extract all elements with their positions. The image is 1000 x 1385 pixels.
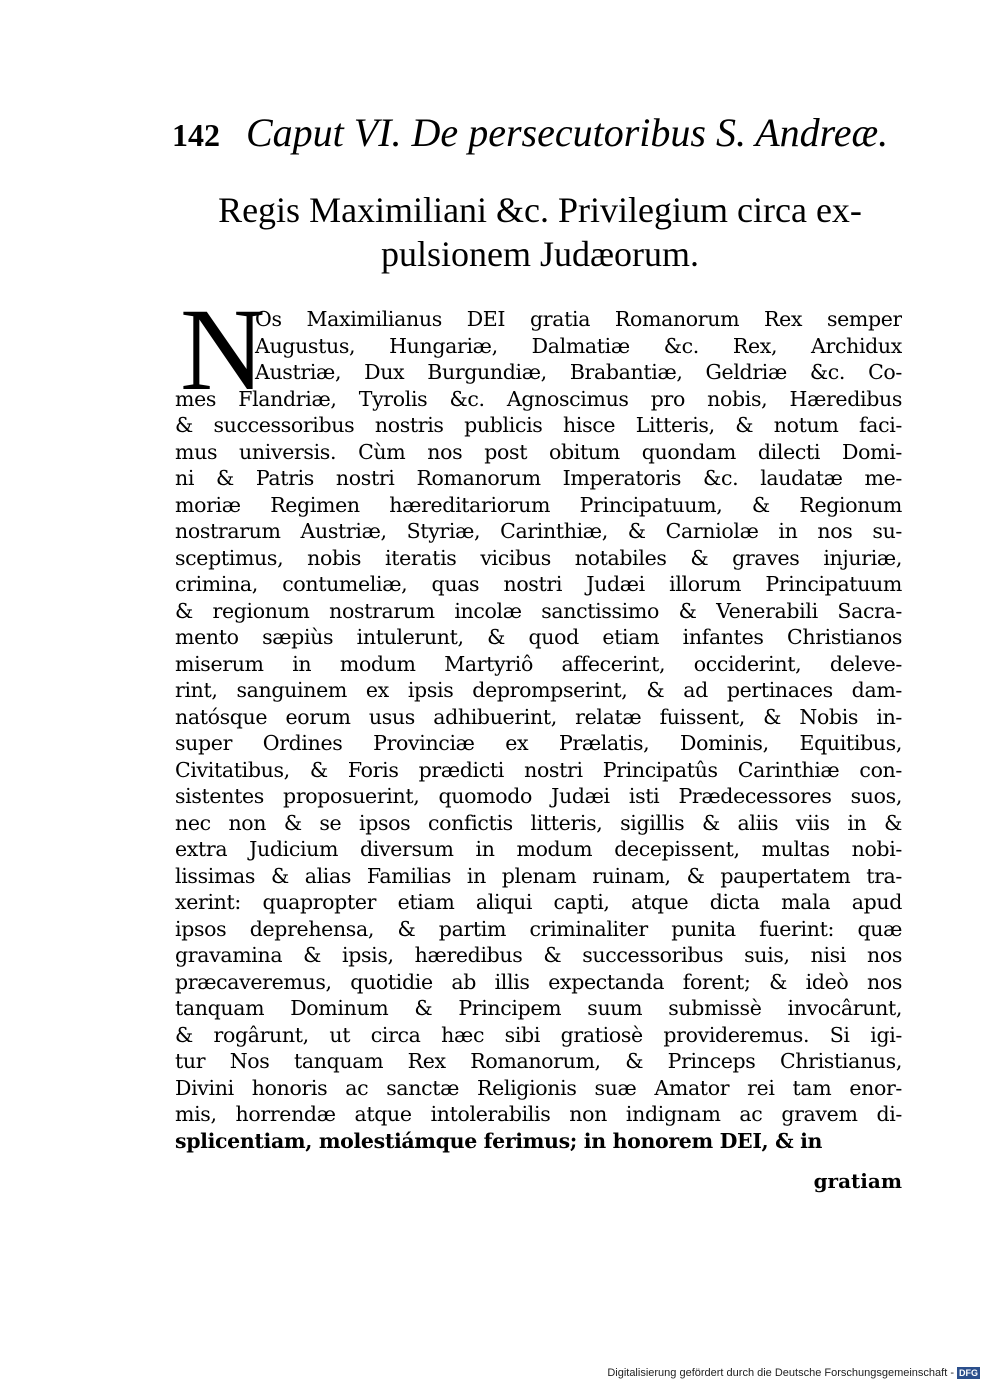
text-line: sistentes proposuerint, quomodo Judæi isti Prædecessores suos, bbox=[175, 784, 902, 808]
body-text bbox=[175, 306, 902, 1154]
text-line: ni & Patris nostri Romanorum Imperatoris &c. laudatæ me- bbox=[175, 466, 902, 490]
catchword: gratiam bbox=[813, 1169, 902, 1193]
text-line: præcaveremus, quotidie ab illis expectanda forent; & ideò nos bbox=[175, 969, 902, 994]
text-line: nostrarum Austriæ, Styriæ, Carinthiæ, & Carniolæ in nos su- bbox=[175, 519, 902, 543]
dfg-logo: DFG bbox=[959, 1368, 978, 1379]
text-line: natósque eorum usus adhibuerint, relatæ fuissent, & Nobis in- bbox=[175, 704, 902, 729]
page-number: 142 bbox=[172, 117, 220, 153]
text-line: extra Judicium diversum in modum decepissent, multas nobi- bbox=[175, 837, 902, 861]
credit-text: Digitalisierung gefördert durch die Deutsche Forschungsgemeinschaft - bbox=[607, 1367, 954, 1379]
section-heading bbox=[180, 188, 900, 276]
text-line: nec non & se ipsos confictis litteris, sigillis & aliis viis in & bbox=[175, 810, 902, 835]
text-line: Os Maximilianus DEI gratia Romanorum Rex semper bbox=[255, 307, 902, 331]
drop-cap-initial: N bbox=[180, 284, 266, 415]
text-line: & rogârunt, ut circa hæc sibi gratiosè provideremus. Si igi- bbox=[175, 1022, 902, 1047]
text-line: rint, sanguinem ex ipsis deprompserint, & ad pertinaces dam- bbox=[175, 678, 902, 702]
text-line: super Ordines Provinciæ ex Prælatis, Dominis, Equitibus, bbox=[175, 731, 902, 755]
text-line: Augustus, Hungariæ, Dalmatiæ &c. Rex, Archidux bbox=[255, 333, 902, 358]
text-line: mento sæpiùs intulerunt, & quod etiam infantes Christianos bbox=[175, 625, 902, 649]
text-line: mes Flandriæ, Tyrolis &c. Agnoscimus pro nobis, Hæredibus bbox=[175, 386, 902, 411]
text-line: splicentiam, molestiámque ferimus; in honorem DEI, & in bbox=[175, 1128, 823, 1153]
text-line: mus universis. Cùm nos post obitum quondam dilecti Domi- bbox=[175, 439, 902, 464]
digitization-credit bbox=[600, 1366, 980, 1380]
text-line: miserum in modum Martyriô affecerint, occiderint, deleve- bbox=[175, 651, 902, 676]
text-line: Divini honoris ac sanctæ Religionis suæ Amator rei tam enor- bbox=[175, 1075, 902, 1100]
running-head bbox=[172, 108, 892, 158]
text-line: Civitatibus, & Foris prædicti nostri Principatûs Carinthiæ con- bbox=[175, 757, 902, 782]
text-line: & successoribus nostris publicis hisce Litteris, & notum faci- bbox=[175, 413, 902, 437]
text-line: tur Nos tanquam Rex Romanorum, & Princeps Christianus, bbox=[175, 1049, 902, 1073]
section-heading-line: Regis Maximiliani &c. Privilegium circa ex- bbox=[218, 190, 862, 230]
text-line: tanquam Dominum & Principem suum submissè invocârunt, bbox=[175, 996, 902, 1020]
text-line: gravamina & ipsis, hæredibus & successoribus suis, nisi nos bbox=[175, 943, 902, 967]
text-line: mis, horrendæ atque intolerabilis non indignam ac gravem di- bbox=[175, 1102, 902, 1126]
text-line: ipsos deprehensa, & partim criminaliter punita fuerint: quæ bbox=[175, 916, 902, 941]
running-head-title: Caput VI. De persecutoribus S. Andreæ. bbox=[246, 110, 889, 155]
text-line: xerint: quapropter etiam aliqui capti, atque dicta mala apud bbox=[175, 890, 902, 914]
text-line: lissimas & alias Familias in plenam ruinam, & paupertatem tra- bbox=[175, 863, 902, 888]
text-line: crimina, contumeliæ, quas nostri Judæi illorum Principatuum bbox=[175, 572, 902, 596]
text-line: Austriæ, Dux Burgundiæ, Brabantiæ, Geldriæ &c. Co- bbox=[255, 360, 902, 384]
text-line: moriæ Regimen hæreditariorum Principatuum, & Regionum bbox=[175, 492, 902, 517]
text-line: & regionum nostrarum incolæ sanctissimo & Venerabili Sacra- bbox=[175, 598, 902, 623]
text-line: sceptimus, nobis iteratis vicibus notabiles & graves injuriæ, bbox=[175, 545, 902, 570]
section-heading-line: pulsionem Judæorum. bbox=[380, 234, 699, 274]
